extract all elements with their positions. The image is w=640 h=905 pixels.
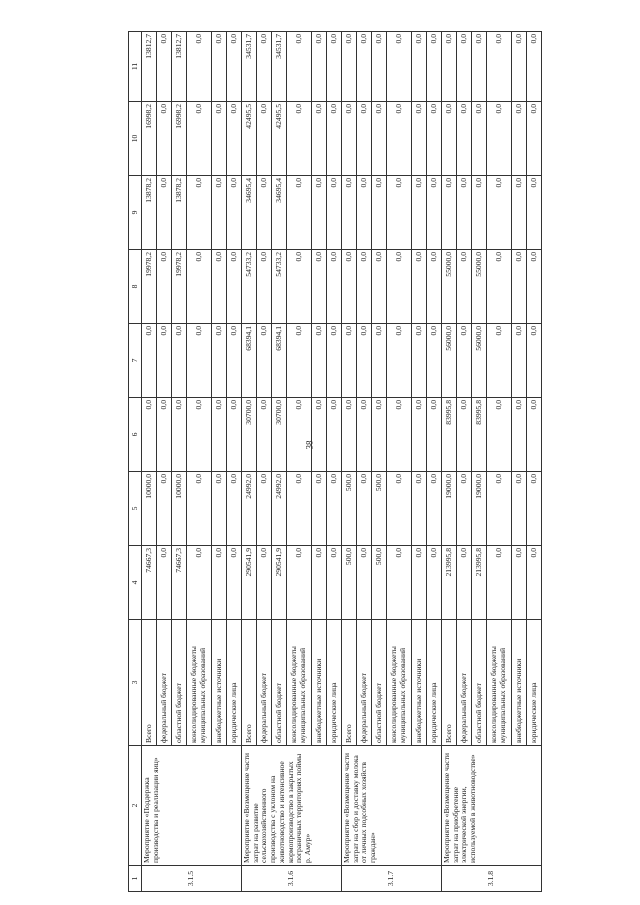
table-body [142,32,542,892]
funding-source: консолидированные бюджеты муниципальных образований [487,620,512,746]
amount-cell: 0,0 [442,176,457,250]
funding-source: юридические лица [427,620,442,746]
amount-cell: 0,0 [357,176,372,250]
amount-cell: 83995,8 [472,398,487,472]
amount-cell: 213995,8 [442,546,457,620]
amount-cell: 0,0 [327,472,342,546]
amount-cell: 0,0 [412,102,427,176]
amount-cell: 0,0 [157,398,172,472]
amount-cell: 0,0 [327,176,342,250]
amount-cell: 0,0 [387,250,412,324]
amount-cell: 0,0 [342,250,357,324]
amount-cell: 0,0 [357,546,372,620]
amount-cell: 0,0 [287,32,312,102]
amount-cell: 0,0 [457,102,472,176]
amount-cell: 0,0 [372,102,387,176]
amount-cell: 0,0 [157,176,172,250]
amount-cell: 0,0 [512,398,527,472]
amount-cell: 0,0 [257,250,272,324]
amount-cell: 24992,0 [242,472,257,546]
funding-source: внебюджетные источники [212,620,227,746]
amount-cell: 0,0 [157,546,172,620]
amount-cell: 19978,2 [172,250,187,324]
amount-cell: 0,0 [457,32,472,102]
amount-cell: 74667,3 [142,546,157,620]
amount-cell: 0,0 [427,472,442,546]
amount-cell: 0,0 [427,102,442,176]
amount-cell: 0,0 [412,546,427,620]
funding-source: федеральный бюджет [357,620,372,746]
amount-cell: 0,0 [157,32,172,102]
amount-cell: 16998,2 [142,102,157,176]
amount-cell: 0,0 [257,472,272,546]
amount-cell: 0,0 [312,324,327,398]
amount-cell: 0,0 [457,546,472,620]
amount-cell: 0,0 [357,32,372,102]
amount-cell: 0,0 [527,102,542,176]
funding-source: Всего [342,620,357,746]
amount-cell: 0,0 [257,324,272,398]
funding-source: областной бюджет [172,620,187,746]
amount-cell: 0,0 [412,176,427,250]
amount-cell: 0,0 [287,102,312,176]
amount-cell: 0,0 [387,398,412,472]
amount-cell: 0,0 [412,472,427,546]
amount-cell: 24992,0 [272,472,287,546]
funding-source: юридические лица [227,620,242,746]
amount-cell: 10000,0 [142,472,157,546]
amount-cell: 0,0 [427,250,442,324]
funding-source: консолидированные бюджеты муниципальных образований [287,620,312,746]
amount-cell: 42495,5 [272,102,287,176]
amount-cell: 0,0 [527,32,542,102]
amount-cell: 0,0 [212,102,227,176]
row-code: 3.1.5 [142,866,242,892]
amount-cell: 0,0 [227,324,242,398]
measure-name: Мероприятие «Возмещение части затрат на приобретение электрической энергии, используемой в животноводстве» [442,746,542,866]
amount-cell: 0,0 [257,546,272,620]
column-number: 10 [129,102,142,176]
budget-table [128,31,542,892]
amount-cell: 0,0 [312,32,327,102]
amount-cell: 0,0 [157,472,172,546]
amount-cell: 0,0 [357,102,372,176]
amount-cell: 13878,2 [142,176,157,250]
amount-cell: 13812,7 [172,32,187,102]
table-row [442,32,457,892]
amount-cell: 0,0 [227,250,242,324]
funding-source: федеральный бюджет [457,620,472,746]
amount-cell: 0,0 [357,472,372,546]
table-row [342,32,357,892]
amount-cell: 0,0 [287,324,312,398]
amount-cell: 68394,1 [272,324,287,398]
amount-cell: 68394,1 [242,324,257,398]
amount-cell: 0,0 [457,398,472,472]
amount-cell: 0,0 [172,324,187,398]
amount-cell: 0,0 [287,472,312,546]
amount-cell: 0,0 [342,398,357,472]
amount-cell: 42495,5 [242,102,257,176]
amount-cell: 0,0 [487,472,512,546]
amount-cell: 0,0 [357,398,372,472]
amount-cell: 0,0 [487,176,512,250]
measure-name: Мероприятие «Возмещение части затрат на развитие сельскохозяйственного производства с уклоном на животноводство и интенсивное кормопроизводство в закрытых пограничных территориях поймы р. Амур» [242,746,342,866]
amount-cell: 0,0 [227,472,242,546]
amount-cell: 0,0 [487,32,512,102]
amount-cell: 10000,0 [172,472,187,546]
amount-cell: 0,0 [312,472,327,546]
funding-source: областной бюджет [472,620,487,746]
amount-cell: 0,0 [187,472,212,546]
rotated-page [128,32,628,892]
amount-cell: 55000,0 [442,250,457,324]
funding-source: консолидированные бюджеты муниципальных образований [387,620,412,746]
amount-cell: 0,0 [472,102,487,176]
amount-cell: 0,0 [212,398,227,472]
amount-cell: 0,0 [512,324,527,398]
amount-cell: 0,0 [357,324,372,398]
amount-cell: 0,0 [257,398,272,472]
amount-cell: 0,0 [212,250,227,324]
amount-cell: 0,0 [387,546,412,620]
amount-cell: 500,0 [342,546,357,620]
amount-cell: 0,0 [227,102,242,176]
amount-cell: 290541,9 [242,546,257,620]
amount-cell: 55000,0 [472,250,487,324]
column-number: 6 [129,398,142,472]
amount-cell: 0,0 [387,324,412,398]
amount-cell: 34531,7 [242,32,257,102]
rotated-content [128,32,628,892]
amount-cell: 0,0 [527,546,542,620]
amount-cell: 0,0 [512,32,527,102]
amount-cell: 0,0 [457,324,472,398]
funding-source: консолидированные бюджеты муниципальных образований [187,620,212,746]
amount-cell: 0,0 [187,324,212,398]
amount-cell: 0,0 [287,398,312,472]
amount-cell: 34531,7 [272,32,287,102]
amount-cell: 0,0 [342,324,357,398]
amount-cell: 0,0 [227,398,242,472]
amount-cell: 0,0 [427,546,442,620]
amount-cell: 0,0 [157,324,172,398]
amount-cell: 0,0 [427,324,442,398]
column-number: 9 [129,176,142,250]
amount-cell: 500,0 [342,472,357,546]
column-number: 5 [129,472,142,546]
amount-cell: 0,0 [312,102,327,176]
amount-cell: 54733,2 [242,250,257,324]
amount-cell: 0,0 [257,176,272,250]
column-number-row [129,32,142,892]
funding-source: областной бюджет [372,620,387,746]
measure-name: Мероприятие «Возмещение части затрат на сбор и доставку молока от личных подсобных хозяйств граждан» [342,746,442,866]
amount-cell: 0,0 [187,398,212,472]
amount-cell: 0,0 [372,176,387,250]
amount-cell: 19000,0 [442,472,457,546]
amount-cell: 0,0 [387,32,412,102]
amount-cell: 0,0 [512,546,527,620]
column-number: 7 [129,324,142,398]
amount-cell: 0,0 [287,176,312,250]
amount-cell: 0,0 [287,546,312,620]
amount-cell: 213995,8 [472,546,487,620]
amount-cell: 0,0 [212,546,227,620]
amount-cell: 0,0 [442,102,457,176]
amount-cell: 0,0 [427,32,442,102]
amount-cell: 16998,2 [172,102,187,176]
amount-cell: 0,0 [157,102,172,176]
amount-cell: 0,0 [472,176,487,250]
amount-cell: 0,0 [372,398,387,472]
amount-cell: 0,0 [442,32,457,102]
amount-cell: 0,0 [457,176,472,250]
amount-cell: 83995,8 [442,398,457,472]
table-row [142,32,157,892]
amount-cell: 0,0 [187,546,212,620]
funding-source: федеральный бюджет [257,620,272,746]
amount-cell: 0,0 [527,250,542,324]
funding-source: областной бюджет [272,620,287,746]
amount-cell: 0,0 [427,176,442,250]
funding-source: федеральный бюджет [157,620,172,746]
amount-cell: 0,0 [312,398,327,472]
row-code: 3.1.7 [342,866,442,892]
amount-cell: 56000,0 [472,324,487,398]
amount-cell: 0,0 [227,546,242,620]
amount-cell: 0,0 [212,176,227,250]
amount-cell: 500,0 [372,472,387,546]
amount-cell: 0,0 [187,102,212,176]
amount-cell: 0,0 [342,102,357,176]
column-number: 8 [129,250,142,324]
amount-cell: 0,0 [327,250,342,324]
amount-cell: 0,0 [527,176,542,250]
funding-source: Всего [442,620,457,746]
amount-cell: 0,0 [227,176,242,250]
amount-cell: 0,0 [387,176,412,250]
amount-cell: 30700,0 [242,398,257,472]
amount-cell: 0,0 [212,324,227,398]
amount-cell: 0,0 [327,324,342,398]
column-number: 1 [129,866,142,892]
amount-cell: 0,0 [312,250,327,324]
amount-cell: 500,0 [372,546,387,620]
amount-cell: 290541,9 [272,546,287,620]
amount-cell: 0,0 [312,546,327,620]
amount-cell: 0,0 [472,32,487,102]
amount-cell: 0,0 [387,102,412,176]
amount-cell: 0,0 [287,250,312,324]
amount-cell: 54733,2 [272,250,287,324]
amount-cell: 0,0 [327,32,342,102]
amount-cell: 0,0 [512,472,527,546]
amount-cell: 0,0 [387,472,412,546]
amount-cell: 0,0 [372,324,387,398]
amount-cell: 0,0 [312,176,327,250]
amount-cell: 0,0 [187,176,212,250]
amount-cell: 34695,4 [242,176,257,250]
amount-cell: 0,0 [357,250,372,324]
amount-cell: 0,0 [487,546,512,620]
page-number: 38 [304,440,315,450]
amount-cell: 0,0 [227,32,242,102]
funding-source: юридические лица [327,620,342,746]
amount-cell: 0,0 [172,398,187,472]
funding-source: внебюджетные источники [512,620,527,746]
row-code: 3.1.8 [442,866,542,892]
amount-cell: 19978,2 [142,250,157,324]
amount-cell: 0,0 [427,398,442,472]
amount-cell: 30700,0 [272,398,287,472]
column-number: 2 [129,746,142,866]
amount-cell: 0,0 [327,546,342,620]
amount-cell: 0,0 [342,176,357,250]
amount-cell: 0,0 [412,398,427,472]
amount-cell: 0,0 [527,398,542,472]
amount-cell: 0,0 [412,324,427,398]
amount-cell: 0,0 [512,176,527,250]
amount-cell: 0,0 [412,250,427,324]
amount-cell: 0,0 [157,250,172,324]
funding-source: внебюджетные источники [312,620,327,746]
amount-cell: 0,0 [487,324,512,398]
amount-cell: 0,0 [187,250,212,324]
column-number: 4 [129,546,142,620]
funding-source: Всего [142,620,157,746]
column-number: 11 [129,32,142,102]
amount-cell: 0,0 [457,472,472,546]
amount-cell: 0,0 [527,472,542,546]
amount-cell: 0,0 [487,250,512,324]
amount-cell: 0,0 [457,250,472,324]
amount-cell: 19000,0 [472,472,487,546]
amount-cell: 74667,3 [172,546,187,620]
amount-cell: 0,0 [342,32,357,102]
amount-cell: 0,0 [327,102,342,176]
amount-cell: 0,0 [257,102,272,176]
amount-cell: 0,0 [212,32,227,102]
amount-cell: 0,0 [487,398,512,472]
amount-cell: 0,0 [327,398,342,472]
funding-source: Всего [242,620,257,746]
amount-cell: 0,0 [487,102,512,176]
amount-cell: 0,0 [372,32,387,102]
amount-cell: 56000,0 [442,324,457,398]
amount-cell: 0,0 [142,398,157,472]
amount-cell: 13812,7 [142,32,157,102]
measure-name: Мероприятие «Поддержка производства и реализации яиц» [142,746,242,866]
amount-cell: 0,0 [257,32,272,102]
amount-cell: 0,0 [187,32,212,102]
amount-cell: 0,0 [527,324,542,398]
amount-cell: 0,0 [512,102,527,176]
funding-source: внебюджетные источники [412,620,427,746]
table-row [242,32,257,892]
funding-source: юридические лица [527,620,542,746]
amount-cell: 0,0 [142,324,157,398]
amount-cell: 0,0 [212,472,227,546]
amount-cell: 34695,4 [272,176,287,250]
amount-cell: 0,0 [372,250,387,324]
column-number: 3 [129,620,142,746]
amount-cell: 0,0 [412,32,427,102]
amount-cell: 13878,2 [172,176,187,250]
amount-cell: 0,0 [512,250,527,324]
row-code: 3.1.6 [242,866,342,892]
